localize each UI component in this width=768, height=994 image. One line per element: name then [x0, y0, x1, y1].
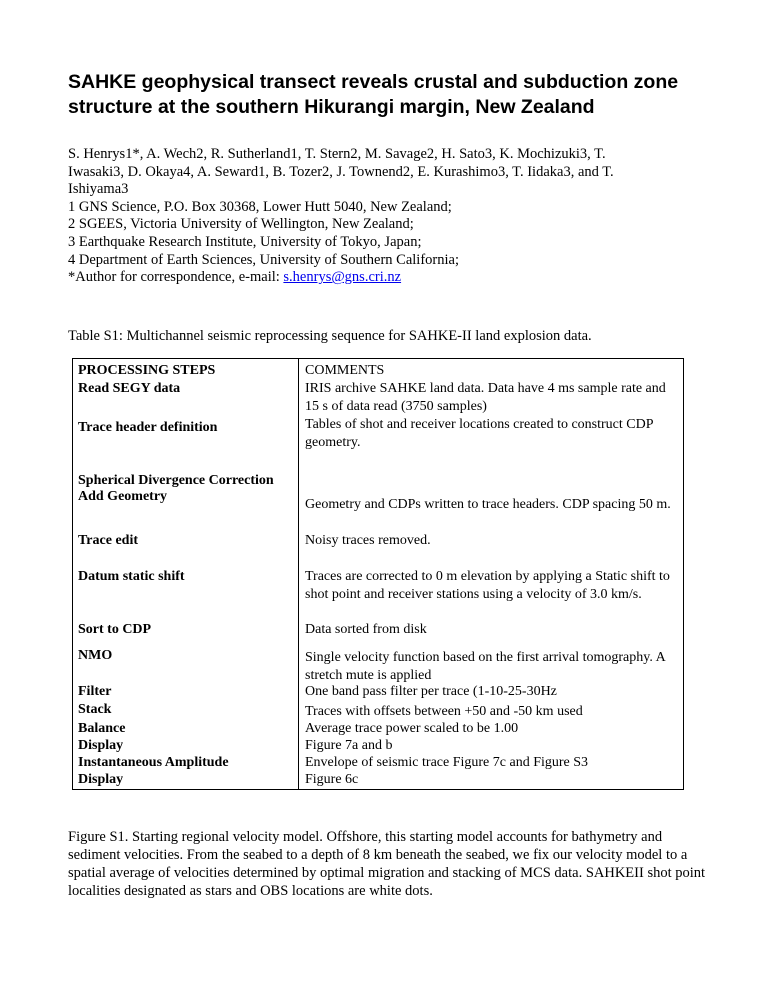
comment-cell: Data sorted from disk: [305, 622, 427, 637]
step-cell: Add Geometry: [78, 489, 168, 504]
paper-title: SAHKE geophysical transect reveals crustal and subduction zone structure at the southern Hikurangi margin, New Zealand: [68, 71, 679, 118]
processing-table: [72, 358, 684, 790]
figure-caption: Figure S1. Starting regional velocity model. Offshore, this starting model accounts for bathymetry and sediment velocities. From the seabed to a depth of 8 km beneath the seabed, we fix our velocity model to a spatial average of velocities determined by optimal migration and stacking of MCS data. SAHKEII shot point localities designated as stars and OBS locations are white dots.: [68, 829, 706, 899]
comment-cell: Geometry and CDPs written to trace headers. CDP spacing 50 m.: [305, 497, 671, 512]
affiliation: 2 SGEES, Victoria University of Wellington, New Zealand;: [68, 216, 414, 233]
affiliation: 3 Earthquake Research Institute, University of Tokyo, Japan;: [68, 233, 422, 250]
comment-cell: Figure 7a and b: [305, 738, 393, 753]
step-cell: Datum static shift: [78, 569, 185, 584]
step-cell: Display: [78, 772, 124, 787]
comment-cell: Tables of shot and receiver locations created to construct CDP geometry.: [305, 417, 653, 450]
step-cell: Stack: [78, 702, 112, 717]
author-list-line: S. Henrys1*, A. Wech2, R. Sutherland1, T. Stern2, M. Savage2, H. Sato3, K. Mochizuki3, T.: [68, 146, 606, 162]
comment-cell: Envelope of seismic trace Figure 7c and Figure S3: [305, 755, 589, 770]
correspondence: [68, 269, 708, 287]
step-cell: Sort to CDP: [78, 622, 152, 637]
step-cell: NMO: [78, 648, 113, 663]
table-caption: Table S1: Multichannel seismic reprocessing sequence for SAHKE-II land explosion data.: [68, 328, 592, 344]
step-cell: Filter: [78, 684, 112, 699]
comment-cell: Single velocity function based on the first arrival tomography. A stretch mute is applied: [305, 650, 665, 683]
step-cell: Trace edit: [78, 533, 138, 548]
comment-cell: IRIS archive SAHKE land data. Data have 4 ms sample rate and 15 s of data read (3750 samples): [305, 381, 666, 414]
comment-cell: Figure 6c: [305, 772, 359, 787]
header-processing-steps: PROCESSING STEPS: [78, 363, 216, 378]
comment-cell: Noisy traces removed.: [305, 533, 431, 548]
column-divider: [298, 359, 299, 789]
comment-cell: Traces with offsets between +50 and -50 km used: [305, 704, 583, 719]
step-cell: Read SEGY data: [78, 381, 181, 396]
step-cell: Trace header definition: [78, 420, 218, 435]
step-cell: Spherical Divergence Correction: [78, 473, 274, 488]
comment-cell: Traces are corrected to 0 m elevation by applying a Static shift to shot point and receiver stations using a velocity of 3.0 km/s.: [305, 569, 670, 602]
author-list-line: Ishiyama3: [68, 181, 129, 198]
step-cell: Instantaneous Amplitude: [78, 755, 229, 770]
comment-cell: Average trace power scaled to be 1.00: [305, 721, 519, 736]
affiliation: 4 Department of Earth Sciences, University of Southern California;: [68, 251, 459, 268]
correspondence-label: *Author for correspondence, e-mail:: [68, 269, 284, 286]
affiliation: 1 GNS Science, P.O. Box 30368, Lower Hutt 5040, New Zealand;: [68, 198, 452, 215]
email-link[interactable]: s.henrys@gns.cri.nz: [283, 269, 402, 286]
header-comments: COMMENTS: [305, 363, 385, 378]
author-list-line: Iwasaki3, D. Okaya4, A. Seward1, B. Tozer2, J. Townend2, E. Kurashimo3, T. Iidaka3, and T.: [68, 163, 614, 180]
step-cell: Display: [78, 738, 124, 753]
author-block: [68, 146, 708, 287]
comment-cell: One band pass filter per trace (1-10-25-30Hz: [305, 684, 557, 699]
step-cell: Balance: [78, 721, 126, 736]
